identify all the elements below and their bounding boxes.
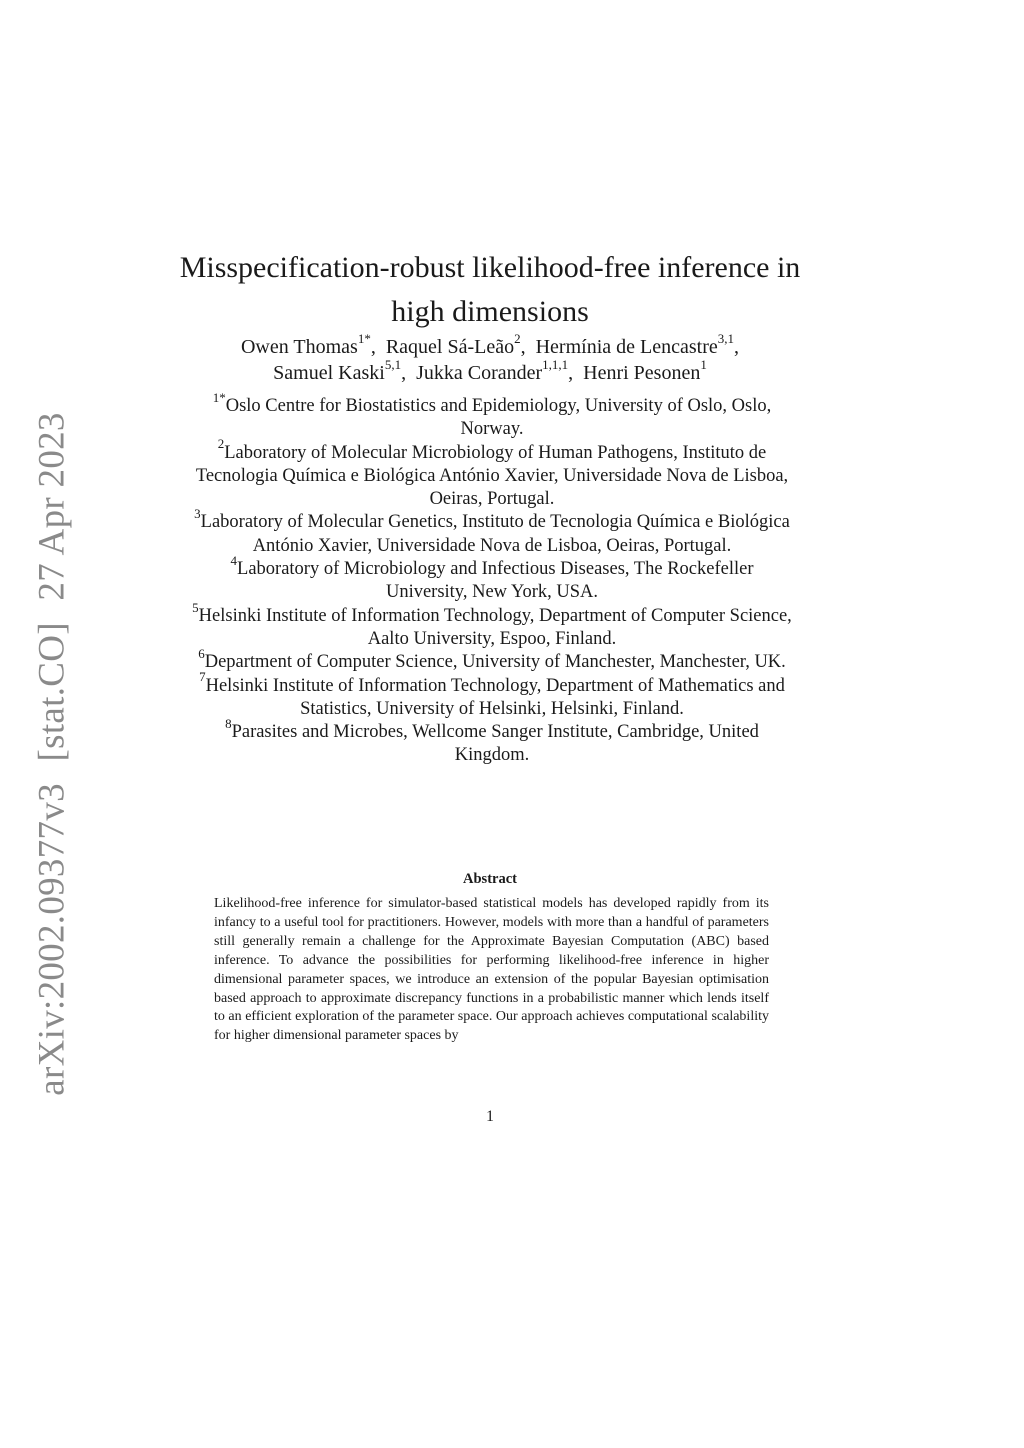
author-affiliation-marker: 2 [514,331,521,347]
author-affiliation-marker: 3,1 [717,331,734,347]
affiliation [190,646,794,674]
affiliation [190,552,794,605]
affiliation [190,506,794,558]
author-name: Samuel Kaski [273,362,385,384]
author-name: Jukka Corander [416,362,543,384]
author-affiliation-marker: 1,1,1 [542,357,569,373]
affiliation-marker: 8 [225,716,232,731]
affiliation [190,436,794,512]
page-number: 1 [486,1108,494,1125]
affiliation [190,599,794,652]
author-affiliation-marker: 1* [357,331,371,347]
author-name: Raquel Sá-Leão [385,336,515,358]
affiliation [190,389,794,442]
affiliation-list [190,389,794,768]
affiliation-text: Laboratory of Microbiology and Infectious Diseases, The Rockefeller University, New York, USA. [237,559,754,603]
author-separator: , [734,336,739,358]
affiliation-marker: 2 [217,436,225,452]
affiliation-marker: 4 [230,552,238,568]
author-name: Hermínia de Lencastre [535,336,718,358]
author-separator: , [370,336,376,358]
affiliation-text: Department of Computer Science, University of Manchester, Manchester, UK. [204,652,786,673]
arxiv-id[interactable]: arXiv:2002.09377v3 [31,783,73,1096]
author [273,357,407,384]
abstract-text: Likelihood-free inference for simulator-based statistical models has developed rapidly from its infancy to a useful tool for practitioners. However, models with more than a handful of parameters still generally remain a challenge for the Approximate Bayesian Computation (ABC) based inference. To advance the possibilities for performing likelihood-free inference in higher dimensional parameter spaces, we introduce an extension of the popular Bayesian optimisation based approach to approximate discrepancy functions in a probabilistic manner which lends itself to an efficient exploration of the parameter space. Our approach achieves computational scalability for higher dimensional parameter spaces by [214,896,769,1044]
author [385,331,526,358]
author [240,331,376,358]
arxiv-date: 27 Apr 2023 [31,412,73,601]
affiliation-text: Helsinki Institute of Information Technology, Department of Computer Science, Aalto University, Espoo, Finland. [198,605,792,649]
author [535,331,739,358]
affiliation [190,669,794,722]
author-separator: , [401,362,407,384]
affiliation-marker: 7 [199,669,206,685]
affiliation-marker: 6 [198,646,205,662]
affiliation-text: Helsinki Institute of Information Technology, Department of Mathematics and Statistics, University of Helsinki, Helsinki, Finland. [205,675,785,719]
paper-title: Misspecification-robust likelihood-free inference in high dimensions [179,251,801,329]
affiliation [190,716,794,768]
author-list [150,331,830,386]
author-affiliation-marker: 5,1 [384,357,402,373]
author-name: Owen Thomas [240,336,358,358]
arxiv-identifier-stamp [31,406,74,1102]
affiliation-text: Laboratory of Molecular Genetics, Instituto de Tecnologia Química e Biológica António Xavier, Universidade Nova de Lisboa, Oeiras, Portugal. [200,512,790,556]
author-separator: , [520,336,526,358]
affiliation-text: Oslo Centre for Biostatistics and Epidemiology, University of Oslo, Oslo, Norway. [225,396,772,440]
author [583,357,707,384]
arxiv-category: [stat.CO] [31,622,73,762]
affiliation-marker: 5 [192,599,199,615]
author-name: Henri Pesonen [583,362,701,384]
abstract-heading: Abstract [463,871,517,887]
affiliation-text: Parasites and Microbes, Wellcome Sanger Institute, Cambridge, United Kingdom. [231,722,759,766]
author-separator: , [568,362,574,384]
affiliation-marker: 3 [194,506,201,522]
affiliation-text: Laboratory of Molecular Microbiology of Human Pathogens, Instituto de Tecnologia Química e Biológica António Xavier, Universidade Nova de Lisboa, Oeiras, Portugal. [195,442,789,510]
affiliation-marker: 1* [212,389,226,405]
author [416,357,574,384]
author-affiliation-marker: 1 [700,357,707,373]
